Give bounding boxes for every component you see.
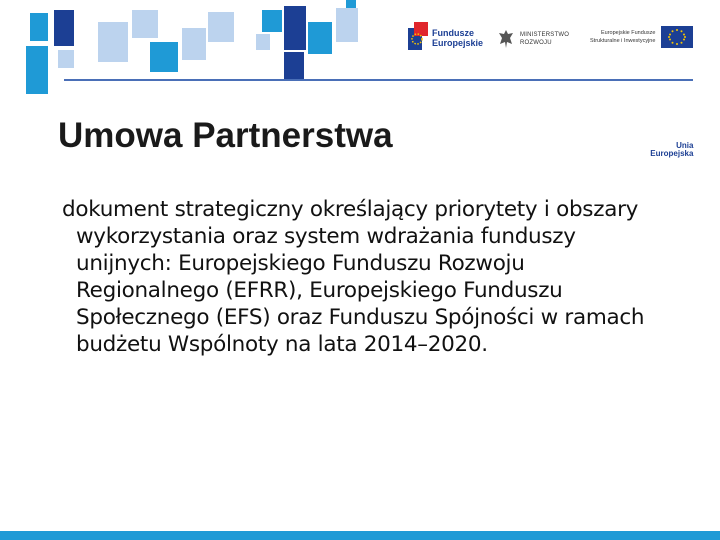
eagle-icon: [497, 28, 515, 50]
ministry-logo: [497, 28, 569, 50]
slide-body-text: dokument strategiczny określający priorytety i obszary wykorzystania oraz system wdrażania funduszy unijnych: Europejskiego Funduszu Rozwoju Regionalnego (EFRR), Europejskiego Funduszu Społecznego (EFS) oraz Funduszu Spójności w ramach budżetu Wspólnoty na lata 2014–2020.: [62, 197, 645, 357]
eu-flag-icon: [661, 26, 693, 48]
slide-title: Umowa Partnerstwa: [58, 116, 393, 155]
funds-logo-line2: Europejskie: [432, 38, 484, 48]
header-divider: [64, 79, 693, 81]
funds-star-icon: [408, 22, 428, 54]
eu-logo-sub2: Strukturalne i Inwestycyjne: [590, 38, 656, 44]
ministry-logo-line1: MINISTERSTWO: [520, 32, 570, 38]
funds-logo-line1: Fundusze: [432, 28, 474, 38]
ministry-logo-line2: ROZWOJU: [520, 40, 552, 46]
eu-logo-title: Unia Europejska: [650, 141, 694, 158]
bottom-accent-bar: [0, 531, 720, 540]
funds-logo: [408, 22, 483, 54]
eu-logo: [590, 26, 694, 158]
eu-logo-sub1: Europejskie Fundusze: [601, 30, 656, 36]
